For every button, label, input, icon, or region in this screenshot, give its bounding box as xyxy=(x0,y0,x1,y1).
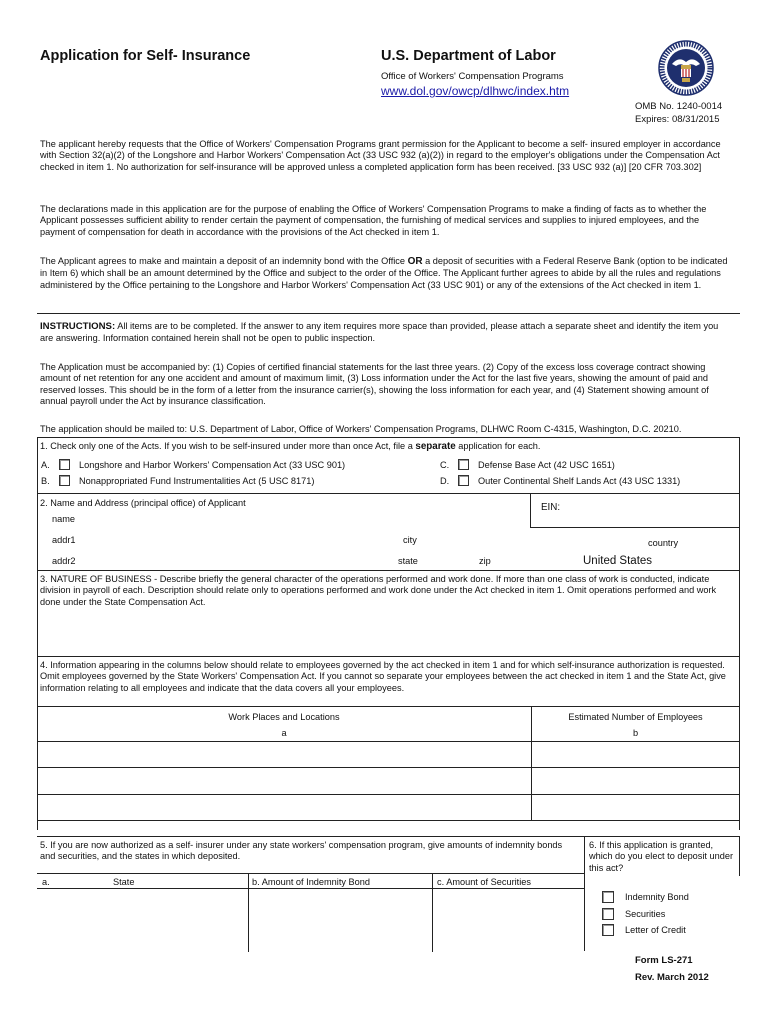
indemnity-bond-column-header: b. Amount of Indemnity Bond xyxy=(252,877,370,887)
securities-column-header: c. Amount of Securities xyxy=(437,877,531,887)
divider xyxy=(37,656,740,657)
table-row-border xyxy=(37,767,740,768)
addr2-label: addr2 xyxy=(52,556,76,566)
securities-label: Securities xyxy=(625,909,666,919)
item1-instruction xyxy=(40,441,540,453)
work-place-input-1[interactable] xyxy=(42,748,526,762)
longshore-act-checkbox[interactable] xyxy=(59,459,70,470)
agency-name: U.S. Department of Labor xyxy=(381,48,556,64)
option-a-letter: A. xyxy=(41,460,50,470)
letter-of-credit-checkbox[interactable] xyxy=(602,924,614,936)
form-left-border xyxy=(37,437,38,830)
work-place-input-3[interactable] xyxy=(42,800,526,814)
state-column-header: State xyxy=(113,877,135,887)
country-label: country xyxy=(648,538,679,548)
indemnity-bond-amount-textarea[interactable] xyxy=(252,892,432,952)
employee-count-input-2[interactable] xyxy=(537,774,733,788)
divider xyxy=(37,313,740,314)
intro-paragraph-1: The applicant hereby requests that the Office of Workers' Compensation Programs grant permission for the Applicant to become a self- insured employer in accordance with Section 32(a)(2) of the Longshore and Harbor Workers' Compensation Act (33 USC 932 (a)(2)) in regard to the employer's obligations under the Compensation Act checked in item 1. No authorization for self-insurance will be approved unless a completed application form has been received. [33 USC 932 (a)] [20 CFR 703.302] xyxy=(40,139,721,172)
option-c-letter: C. xyxy=(440,460,450,470)
form-top-border xyxy=(37,437,740,438)
ein-input[interactable] xyxy=(565,500,735,514)
employee-count-input-3[interactable] xyxy=(537,800,733,814)
option-b-letter: B. xyxy=(41,476,50,486)
indemnity-bond-checkbox[interactable] xyxy=(602,891,614,903)
letter-of-credit-label: Letter of Credit xyxy=(625,925,686,935)
item5-column-divider xyxy=(248,873,249,952)
divider xyxy=(37,493,740,494)
item4-instruction: 4. Information appearing in the columns below should relate to employees governed by the act checked in item 1 and for which self-insurance authorization is requested. Omit employees governed by the State Workers' Compensation Act. If you cannot so separate your employees between the act checked in item 1 and the State Act, give information relating to all employees and indicate that the data covers all your employees. xyxy=(40,660,726,693)
mailing-address-paragraph: The application should be mailed to: U.S. Department of Labor, Office of Workers' Compensation Programs, DLHWC Room C-4315, Washington, D.C. 20210. xyxy=(40,424,682,434)
work-places-letter: a xyxy=(281,728,287,738)
outer-continental-shelf-checkbox[interactable] xyxy=(458,475,469,486)
instructions-text: All items are to be completed. If the answer to any item requires more space than provided, please attach a separate sheet and identify the item you are answering. Information contained herein shall not be open to public inspection. xyxy=(40,321,719,343)
applicant-name-input[interactable] xyxy=(80,512,520,526)
nonappropriated-fund-label: Nonappropriated Fund Instrumentalities Act (5 USC 8171) xyxy=(79,476,315,486)
divider xyxy=(37,570,740,571)
city-label: city xyxy=(403,535,417,545)
securities-amount-textarea[interactable] xyxy=(436,892,584,952)
outer-continental-shelf-label: Outer Continental Shelf Lands Act (43 USC 1331) xyxy=(478,476,681,486)
employees-header: Estimated Number of Employees xyxy=(568,712,703,722)
longshore-act-label: Longshore and Harbor Workers' Compensation Act (33 USC 901) xyxy=(79,460,346,470)
work-places-header: Work Places and Locations xyxy=(228,712,340,722)
nonappropriated-fund-checkbox[interactable] xyxy=(59,475,70,486)
table-row-border xyxy=(37,794,740,795)
employee-count-input-1[interactable] xyxy=(537,748,733,762)
item3-nature-of-business: 3. NATURE OF BUSINESS - Describe briefly the general character of the operations performed and work done. If more than one class of work is conducted, indicate division in payroll of each. Description should relate only to operations performed and work done under the Act checked in item 1. Omit operations performed and work done under the State Compensation Act. xyxy=(40,574,717,607)
item5-header-border xyxy=(37,873,585,874)
address-line-1-input[interactable] xyxy=(85,533,385,547)
form-right-border xyxy=(739,437,740,830)
defense-base-act-label: Defense Base Act (42 USC 1651) xyxy=(478,460,615,470)
employees-letter: b xyxy=(632,728,639,738)
address-line-2-input[interactable] xyxy=(85,554,385,568)
instructions-paragraph xyxy=(40,321,733,344)
attachments-paragraph: The Application must be accompanied by: (1) Copies of certified financial statements for the last three years. (2) Copy of the excess loss coverage contract showing amount of net retention for any one accident and amount of maximum limit, (3) Loss information under the Act for the last five years, showing the amount of paid and reserved losses. This should be in the form of a letter from the insurance carrier(s), showing the loss information for each year, and (4) Statement showing amount of annual payroll under the Act by insurance classification. xyxy=(40,362,709,407)
separate-emphasis: separate xyxy=(415,441,456,452)
ein-box-left-border xyxy=(530,493,531,527)
office-name: Office of Workers' Compensation Programs xyxy=(381,71,564,82)
intro-paragraph-3-part-1: The Applicant agrees to make and maintain a deposit of an indemnity bond with the Office xyxy=(40,256,408,266)
intro-paragraph-3 xyxy=(40,256,733,291)
form-title: Application for Self- Insurance xyxy=(40,48,251,64)
item5-instruction: 5. If you are now authorized as a self- insurer under any state workers' compensation program, give amounts of indemnity bonds and securities, and the states in which deposited. xyxy=(40,840,563,862)
intro-paragraph-3-part-2: a deposit of securities with a Federal Reserve Bank (option to be indicated in Item 6) which shall be an amount determined by the Office and subject to the order of the Office. The Applicant further agrees to abide by all the rules and regulations administered by the Office pertaining to the Longshore and Harbor Workers' Compensation Act (33 USC 901) or any of the extensions of the Act checked in item 1. xyxy=(40,256,728,290)
table-row-border xyxy=(37,820,740,821)
country-field[interactable]: United States xyxy=(583,555,653,567)
item1-text-a: 1. Check only one of the Acts. If you wish to be self-insured under more than once Act, file a xyxy=(40,441,416,451)
item1-text-b: application for each. xyxy=(455,441,541,451)
expiration-date: Expires: 08/31/2015 xyxy=(635,114,720,125)
form-number: Form LS-271 xyxy=(635,955,693,966)
item5-column-divider xyxy=(432,873,433,952)
zip-label: zip xyxy=(479,556,491,566)
securities-checkbox[interactable] xyxy=(602,908,614,920)
state-column-letter: a. xyxy=(42,877,50,887)
instructions-label: INSTRUCTIONS: xyxy=(40,321,116,332)
state-list-textarea[interactable] xyxy=(40,892,248,952)
ein-box-bottom-border xyxy=(530,527,740,528)
defense-base-act-checkbox[interactable] xyxy=(458,459,469,470)
item6-left-border xyxy=(584,836,585,951)
divider xyxy=(37,836,740,837)
divider xyxy=(37,706,740,707)
or-emphasis: OR xyxy=(407,256,423,267)
intro-paragraph-2: The declarations made in this application are for the purpose of enabling the Office of Workers' Compensation Programs to make a finding of facts as to whether the Applicant possesses sufficient ability to render certain the payment of compensation, the furnishing of medical services and supplies to injured employees, and the payment of compensation for death in accordance with the provisions of the Act checked in item 1. xyxy=(40,204,707,237)
nature-of-business-textarea[interactable] xyxy=(40,612,739,656)
dol-seal-logo xyxy=(658,40,714,96)
state-input[interactable] xyxy=(425,554,475,568)
item6-right-border xyxy=(739,836,740,876)
omb-number: OMB No. 1240-0014 xyxy=(635,101,723,112)
form-revision: Rev. March 2012 xyxy=(635,972,709,983)
city-input[interactable] xyxy=(425,533,625,547)
option-d-letter: D. xyxy=(440,476,450,486)
item2-title: 2. Name and Address (principal office) of Applicant xyxy=(40,498,246,508)
name-label: name xyxy=(52,514,75,524)
zip-input[interactable] xyxy=(495,554,575,568)
item6-instruction: 6. If this application is granted, which do you elect to deposit under this act? xyxy=(589,840,734,873)
work-place-input-2[interactable] xyxy=(42,774,526,788)
ein-label: EIN: xyxy=(541,502,561,513)
indemnity-bond-label: Indemnity Bond xyxy=(625,892,689,902)
state-label: state xyxy=(398,556,418,566)
addr1-label: addr1 xyxy=(52,535,76,545)
table-row-border xyxy=(37,741,740,742)
dol-website-link[interactable]: www.dol.gov/owcp/dlhwc/index.htm xyxy=(381,84,570,98)
